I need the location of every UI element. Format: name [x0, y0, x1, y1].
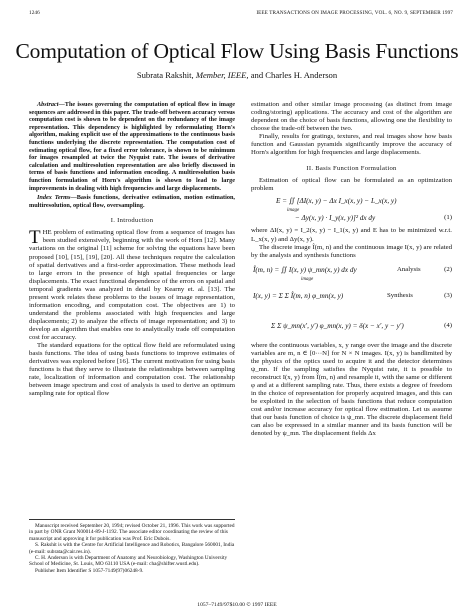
- equation-2-number: (2): [444, 265, 452, 273]
- equation-1-line-2: − Δy(x, y) · I_y(x, y)]² dx dy: [295, 214, 376, 223]
- equation-2-body: Î(m, n) = ∬ I(x, y) ψ_mn(x, y) dx dy: [253, 265, 357, 274]
- right-continuation-paragraph: estimation and other similar image processing (as distinct from image coding/storing) applications. The accuracy and cost of the algorithm are dependent on the choice of basis functions, allowing one the flexibility to choose the trade-off between the two.: [251, 101, 452, 133]
- intro-paragraph-1: [29, 229, 235, 342]
- footnote-anderson: C. H. Anderson is with Department of Anatomy and Neurobiology, Washington University School of Medicine, St. Louis, MO 63110 USA (e-mail: cha@shifter.wustl.edu).: [29, 555, 228, 568]
- estimation-paragraph: Estimation of optical flow can be formulated as an optimization problem: [251, 177, 452, 193]
- index-terms-text: Basis functions, derivative estimation, motion estimation, multiresolution, optical flow, oversampling.: [29, 194, 235, 209]
- copyright-footer: 1057–7149/97$10.00 © 1997 IEEE: [197, 602, 277, 608]
- equation-4-body: Σ Σ ψ_mn(x′, y′) φ_mn(x, y) = δ(x − x′, y − y′): [271, 321, 404, 330]
- where-paragraph: where ΔI(x, y) = I_2(x, y) − I_1(x, y) and E has to be minimized w.r.t. L_x(x, y) and Δy(x, y).: [251, 227, 452, 243]
- index-terms: [29, 194, 235, 209]
- equation-1: [251, 193, 452, 227]
- paper-title: Computation of Optical Flow Using Basis Functions: [15, 39, 459, 63]
- abstract-label: Abstract—: [37, 101, 65, 108]
- discrete-image-paragraph: The discrete image Î(m, n) and the continuous image I(x, y) are related by the analysis and synthesis functions: [251, 243, 452, 259]
- equation-4-number: (4): [444, 321, 452, 329]
- page-number: 1246: [29, 10, 40, 16]
- equation-2: [251, 260, 452, 286]
- footnotes: [29, 519, 235, 574]
- continuous-variables-paragraph: where the continuous variables, x, y range over the image and the discrete variables are m, n ∈ [0···N] for N × N images. I(x, y) is bandlimited by the physics of the optics used to acquire it and the detector determines ψ_mn. If the sampling satisfies the Nyquist rate, it is possible to reconstruct I(x, y) from Î(m, n) and resample it, with the same or different φ and at a different sampling rate. Thus, there exists a degree of freedom in the choice of representation for properly acquired images, and this can be exploited in the selection of basis functions that reduce computation cost and/or increase accuracy for optical flow estimation. Let us assume that our basis function of choice is ψ_mn. The discrete displacement field can also be expressed in a similar manner and its basis function will be denoted by ψ_mn. The displacement fields Δx: [251, 341, 452, 438]
- author-first-role: Member, IEEE,: [195, 70, 249, 80]
- equation-3: [251, 286, 452, 312]
- section-heading-basis-function: II. Basis Function Formulation: [306, 165, 397, 173]
- section-heading-introduction: I. Introduction: [110, 217, 154, 225]
- index-terms-label: Index Terms—: [37, 194, 77, 202]
- equation-1-number: (1): [444, 214, 452, 222]
- drop-cap: T: [29, 227, 41, 249]
- abstract: [29, 101, 235, 192]
- author-rest: and Charles H. Anderson: [250, 70, 338, 80]
- author-line: [0, 70, 474, 80]
- footnote-rakshit: S. Rakshit is with the Centre for Artificial Intelligence and Robotics, Bangalore 560001, India (e-mail: subrata@cair.res.in).: [29, 542, 235, 555]
- journal-running-head: IEEE TRANSACTIONS ON IMAGE PROCESSING, VOL. 6, NO. 9, SEPTEMBER 1997: [256, 10, 453, 16]
- equation-1-line-1: E = ∬ [ΔI(x, y) − Δx I_x(x, y) − L_x(x, y): [276, 197, 397, 206]
- intro-paragraph-1-text: HE problem of estimating optical flow from a sequence of images has been studied extensively, beginning with the work of Horn [12]. Many variations on the original [11] scheme for solving the equations have been proposed [10], [15], [19], [20]. All these techniques require the calculation of spatial derivatives and a first-order approximation. These methods lead to large errors in the presence of high spatial frequencies or large displacements. The exact functional dependence of the errors on spatial and temporal gradients was analyzed in detail by Kearny et. al. [13]. The present work relates these problems to the issues of image representation, information encoding, and computation cost. The objectives are 1) to understand the problems associated with high frequencies and large displacements; 2) to analyze the effects of image representation; and 3) to develop an algorithm that enables one to analytically trade off computation cost for accuracy.: [29, 229, 235, 341]
- equation-1-subscript: image: [287, 208, 300, 214]
- equation-3-body: I(x, y) = Σ Σ Î(m, n) φ_mn(x, y): [253, 291, 344, 300]
- left-column: [29, 101, 235, 398]
- equation-3-label: Synthesis: [387, 291, 413, 299]
- abstract-text: The issues governing the computation of optical flow in image sequences are addressed in this paper. The trade-off between accuracy versus computation cost is shown to be dependent on the redundancy of the image representation. This dependency is highlighted by reformulating Horn's algorithm, making explicit use of the approximations to the continuous basis functions underlying the discrete representation. The computation cost of estimating optical flow, for a fixed error tolerance, is shown to be minimum for images resampled at twice the Nyquist rate. The issues of derivative calculation and multiresolution representation are also briefly discussed in terms of basis functions and information encoding. A multiresolution basis function formulation of Horn's algorithm is shown to lead to large improvements in dealing with high frequencies and large displacements.: [29, 101, 235, 192]
- author-first: Subrata Rakshit,: [136, 70, 194, 80]
- intro-paragraph-2: The standard equations for the optical flow field are reformulated using basis functions. The idea of using basis functions to improve estimates of derivatives was explored before [16]. The current motivation for using basis functions is that they serve to illustrate the relationships between sampling rate, localization of information and computation cost. The relationship between image spectrum and cost of analysis is used to derive an optimum sampling rate for optical flow: [29, 342, 235, 398]
- equation-3-number: (3): [444, 291, 452, 299]
- right-column: [251, 101, 452, 438]
- footnote-publisher-id: Publisher Item Identifier S 1057-7149(97)06248-9.: [35, 567, 144, 574]
- equation-4: [251, 312, 452, 342]
- running-header: [29, 10, 453, 20]
- footnote-manuscript: Manuscript received September 20, 1994; revised October 21, 1996. This work was supported in part by ONR Grant N00014-89-J-1192. The associate editor coordinating the review of this manuscript and approving it for publication was Prof. Eric Dubois.: [29, 523, 235, 542]
- equation-2-label: Analysis: [397, 265, 421, 273]
- equation-2-subscript: image: [301, 276, 314, 282]
- right-finally-paragraph: Finally, results for gratings, textures, and real images show how basis function and Gaussian pyramids significantly improve the accuracy of Horn's algorithm for high frequencies and large displacements.: [251, 133, 452, 157]
